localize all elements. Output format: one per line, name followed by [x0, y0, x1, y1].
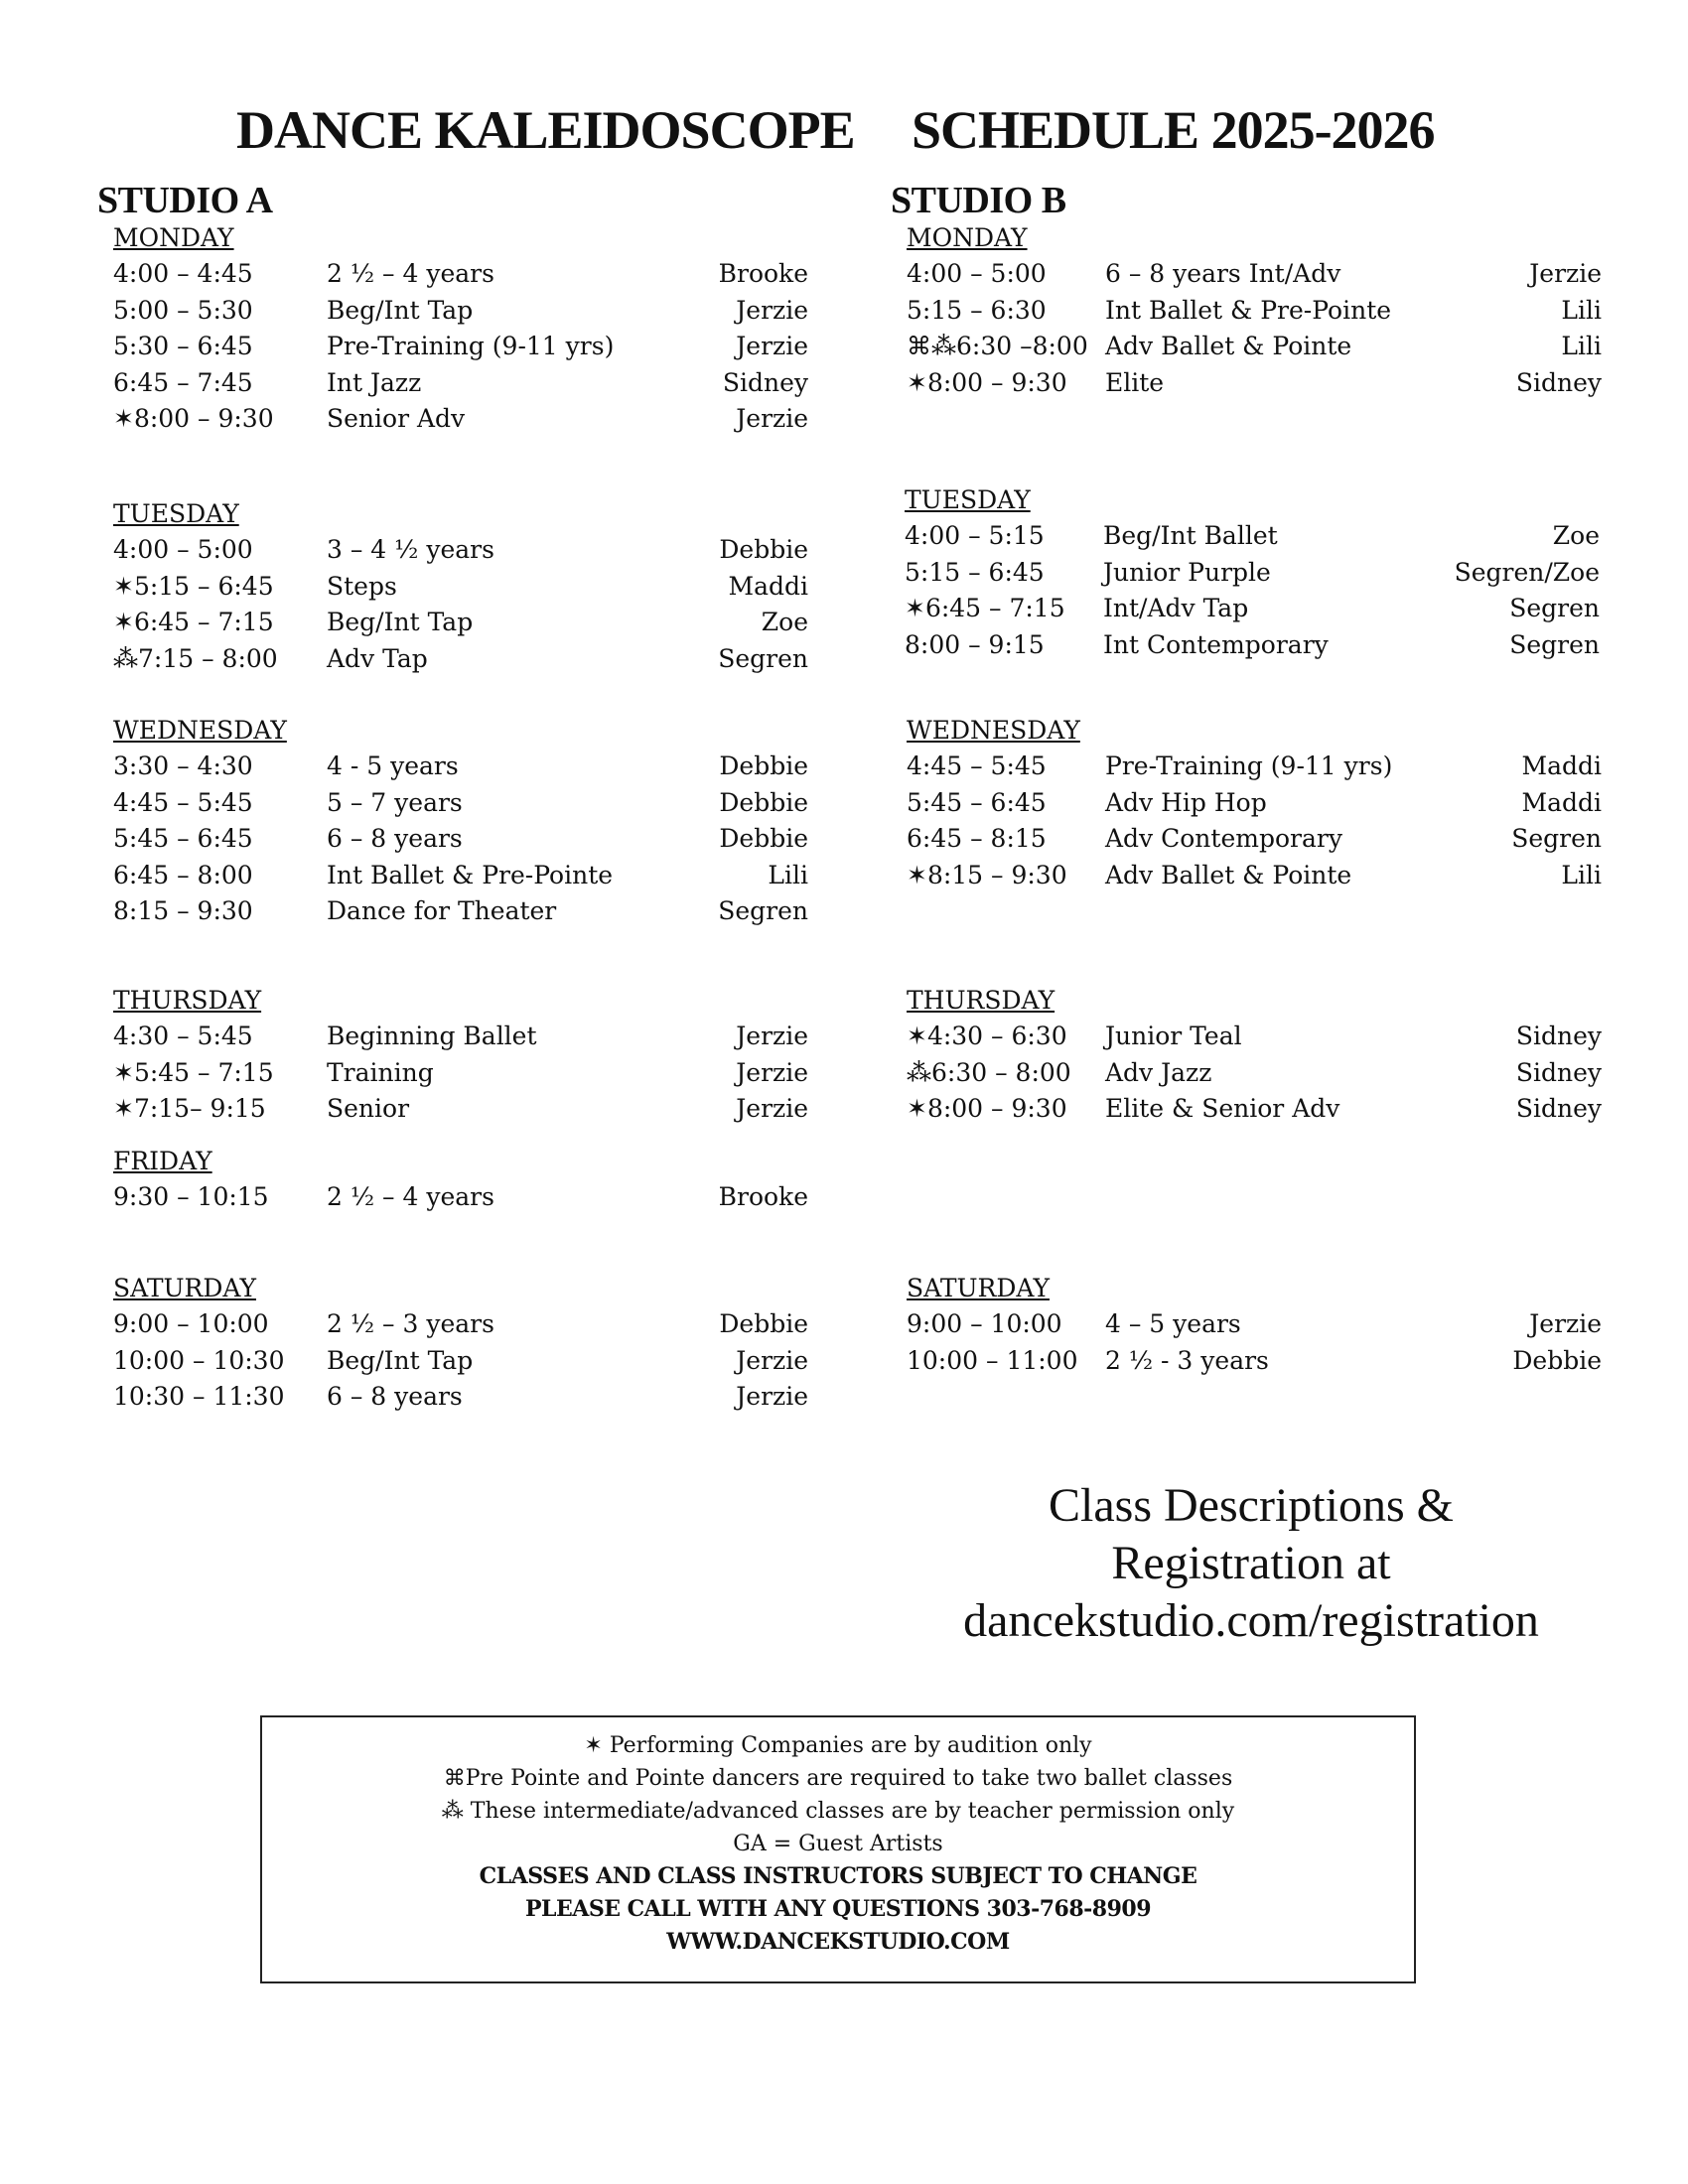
- class-instructor: Debbie: [719, 535, 808, 564]
- class-instructor: Debbie: [719, 824, 808, 853]
- class-time: 5:15 – 6:30: [907, 295, 1047, 325]
- class-row: [905, 627, 1600, 663]
- class-row: [113, 1091, 808, 1127]
- class-time: 9:30 – 10:15: [113, 1182, 269, 1211]
- class-time: ✶6:45 – 7:15: [113, 608, 274, 636]
- class-time: ⌘⁂6:30 –8:00: [907, 332, 1088, 360]
- class-instructor: Jerzie: [736, 1345, 808, 1375]
- class-instructor: Zoe: [761, 608, 808, 636]
- class-name: Int Contemporary: [1103, 629, 1329, 659]
- class-instructor: Segren: [1511, 824, 1602, 853]
- class-name: Adv Ballet & Pointe: [1105, 860, 1352, 889]
- note-permission: ⁂ These intermediate/advanced classes are by teacher permission only: [441, 1799, 1235, 1824]
- class-name: Elite: [1105, 367, 1165, 397]
- class-name: Dance for Theater: [327, 896, 557, 925]
- class-name: Beginning Ballet: [327, 1022, 537, 1050]
- class-row: [113, 1379, 808, 1415]
- note-phone: PLEASE CALL WITH ANY QUESTIONS 303-768-8909: [524, 1896, 1152, 1922]
- class-time: 4:45 – 5:45: [113, 787, 253, 817]
- class-instructor: Lili: [1561, 295, 1602, 325]
- class-row: [905, 591, 1600, 626]
- class-instructor: Jerzie: [736, 1382, 808, 1411]
- class-row: [907, 365, 1602, 401]
- class-instructor: Jerzie: [736, 1022, 808, 1050]
- class-name: 5 – 7 years: [327, 787, 463, 817]
- class-time: ✶5:15 – 6:45: [113, 571, 274, 601]
- class-time: ✶8:00 – 9:30: [907, 1094, 1067, 1123]
- class-name: Junior Teal: [1105, 1022, 1242, 1050]
- class-time: ⁂7:15 – 8:00: [113, 643, 278, 673]
- class-instructor: Maddi: [1521, 787, 1602, 817]
- class-row: [113, 256, 808, 292]
- class-row: [113, 1343, 808, 1379]
- class-name: 2 ½ – 4 years: [327, 259, 494, 288]
- class-name: Beg/Int Tap: [327, 608, 474, 636]
- class-instructor: Segren: [718, 643, 808, 673]
- class-name: Adv Hip Hop: [1105, 787, 1267, 817]
- class-instructor: Sidney: [1515, 1094, 1602, 1123]
- class-row: [907, 293, 1602, 329]
- class-instructor: Zoe: [1552, 521, 1600, 550]
- class-name: 4 – 5 years: [1105, 1309, 1241, 1338]
- class-row: [113, 365, 808, 401]
- class-name: Pre-Training (9-11 yrs): [1105, 751, 1393, 780]
- class-time: 5:45 – 6:45: [907, 787, 1047, 817]
- class-time: 4:00 – 5:00: [113, 535, 253, 564]
- notes-box: [260, 1715, 1416, 1983]
- class-instructor: Sidney: [722, 367, 808, 397]
- class-name: Int Ballet & Pre-Pointe: [327, 860, 614, 889]
- title-schedule-year: SCHEDULE 2025-2026: [912, 100, 1435, 160]
- class-name: 6 – 8 years: [327, 824, 463, 853]
- class-row: [113, 785, 808, 821]
- class-instructor: Debbie: [719, 1309, 808, 1338]
- class-row: [907, 1091, 1602, 1127]
- class-time: ✶8:00 – 9:30: [113, 404, 274, 433]
- class-time: 4:30 – 5:45: [113, 1022, 253, 1050]
- class-time: 6:45 – 8:15: [907, 824, 1047, 853]
- class-row: [113, 1179, 808, 1215]
- class-time: ✶8:15 – 9:30: [907, 860, 1067, 889]
- registration-link[interactable]: dancekstudio.com/registration: [963, 1594, 1539, 1647]
- class-time: 4:00 – 4:45: [113, 259, 253, 288]
- class-instructor: Jerzie: [736, 404, 808, 433]
- class-name: Beg/Int Tap: [327, 295, 474, 325]
- registration-note: [914, 1477, 1589, 1650]
- class-row: [905, 518, 1600, 554]
- class-instructor: Sidney: [1515, 1057, 1602, 1087]
- class-row: [907, 858, 1602, 893]
- day-heading-saturday: SATURDAY: [907, 1274, 1050, 1302]
- day-heading-wednesday: WEDNESDAY: [113, 716, 287, 745]
- class-row: [113, 749, 808, 784]
- class-name: 4 - 5 years: [327, 751, 459, 780]
- class-time: 10:30 – 11:30: [113, 1382, 285, 1411]
- class-row: [907, 749, 1602, 784]
- class-row: [113, 329, 808, 364]
- class-row: [907, 256, 1602, 292]
- class-name: Int Ballet & Pre-Pointe: [1105, 295, 1392, 325]
- class-name: 6 – 8 years: [327, 1382, 463, 1411]
- note-guest-artists: GA = Guest Artists: [733, 1832, 943, 1856]
- note-subject-to-change: CLASSES AND CLASS INSTRUCTORS SUBJECT TO CHANGE: [479, 1863, 1197, 1889]
- class-name: Senior Adv: [327, 404, 466, 433]
- class-name: Adv Ballet & Pointe: [1105, 332, 1352, 360]
- class-row: [905, 555, 1600, 591]
- class-time: ✶8:00 – 9:30: [907, 367, 1067, 397]
- day-heading-saturday: SATURDAY: [113, 1274, 256, 1302]
- class-name: Beg/Int Tap: [327, 1345, 474, 1375]
- registration-line-1: Class Descriptions &: [1049, 1479, 1454, 1532]
- class-row: [113, 893, 808, 929]
- class-time: 9:00 – 10:00: [907, 1309, 1062, 1338]
- class-name: Elite & Senior Adv: [1105, 1094, 1340, 1123]
- class-row: [907, 329, 1602, 364]
- class-name: Beg/Int Ballet: [1103, 521, 1278, 550]
- class-row: [113, 293, 808, 329]
- class-time: 8:15 – 9:30: [113, 896, 253, 925]
- note-pointe: ⌘Pre Pointe and Pointe dancers are required to take two ballet classes: [443, 1766, 1233, 1791]
- studio-a-title: STUDIO A: [97, 180, 273, 221]
- class-instructor: Maddi: [728, 571, 808, 601]
- class-name: Int/Adv Tap: [1103, 594, 1249, 622]
- class-instructor: Jerzie: [736, 1094, 808, 1123]
- class-name: 2 ½ – 4 years: [327, 1182, 494, 1211]
- class-name: Adv Jazz: [1105, 1057, 1212, 1087]
- class-time: 5:00 – 5:30: [113, 295, 253, 325]
- class-name: Steps: [327, 571, 397, 601]
- class-instructor: Segren: [1509, 629, 1600, 659]
- class-name: Junior Purple: [1103, 557, 1271, 587]
- class-time: 4:00 – 5:00: [907, 259, 1047, 288]
- day-heading-friday: FRIDAY: [113, 1147, 212, 1175]
- day-heading-tuesday: TUESDAY: [905, 485, 1031, 514]
- class-name: 2 ½ – 3 years: [327, 1309, 494, 1338]
- class-instructor: Jerzie: [1529, 1309, 1602, 1338]
- class-instructor: Brooke: [718, 1182, 808, 1211]
- class-instructor: Debbie: [1512, 1345, 1602, 1375]
- class-time: ✶7:15– 9:15: [113, 1094, 266, 1123]
- day-heading-tuesday: TUESDAY: [113, 499, 239, 528]
- class-instructor: Segren: [718, 896, 808, 925]
- class-time: 10:00 – 11:00: [907, 1345, 1078, 1375]
- day-heading-thursday: THURSDAY: [907, 986, 1055, 1015]
- class-name: Adv Tap: [327, 643, 428, 673]
- class-time: ✶4:30 – 6:30: [907, 1022, 1067, 1050]
- website-link[interactable]: WWW.DANCEKSTUDIO.COM: [666, 1929, 1010, 1955]
- class-row: [113, 1306, 808, 1342]
- class-instructor: Lili: [1561, 860, 1602, 889]
- class-time: 9:00 – 10:00: [113, 1309, 269, 1338]
- class-instructor: Lili: [1561, 332, 1602, 360]
- class-row: [113, 641, 808, 677]
- class-instructor: Sidney: [1515, 367, 1602, 397]
- class-instructor: Segren: [1509, 594, 1600, 622]
- class-name: 3 – 4 ½ years: [327, 535, 494, 564]
- day-heading-thursday: THURSDAY: [113, 986, 262, 1015]
- class-row: [113, 1019, 808, 1054]
- class-row: [113, 401, 808, 437]
- class-row: [907, 1055, 1602, 1091]
- class-name: Int Jazz: [327, 367, 422, 397]
- class-time: 5:45 – 6:45: [113, 824, 253, 853]
- title-studio-name: DANCE KALEIDOSCOPE: [236, 100, 855, 160]
- class-row: [113, 821, 808, 857]
- class-row: [113, 605, 808, 640]
- class-row: [113, 1055, 808, 1091]
- class-name: Senior: [327, 1094, 410, 1123]
- class-time: 6:45 – 8:00: [113, 860, 253, 889]
- class-row: [907, 785, 1602, 821]
- class-name: Training: [327, 1057, 434, 1087]
- class-time: 3:30 – 4:30: [113, 751, 253, 780]
- class-instructor: Maddi: [1521, 751, 1602, 780]
- class-instructor: Jerzie: [1529, 259, 1602, 288]
- class-time: 5:30 – 6:45: [113, 332, 253, 360]
- class-instructor: Segren/Zoe: [1454, 557, 1600, 587]
- class-time: 6:45 – 7:45: [113, 367, 253, 397]
- class-time: 10:00 – 10:30: [113, 1345, 285, 1375]
- class-instructor: Debbie: [719, 751, 808, 780]
- note-performing: ✶ Performing Companies are by audition only: [584, 1733, 1092, 1758]
- class-name: 6 – 8 years Int/Adv: [1105, 259, 1341, 288]
- class-name: Adv Contemporary: [1105, 824, 1342, 853]
- class-time: 5:15 – 6:45: [905, 557, 1045, 587]
- day-heading-wednesday: WEDNESDAY: [907, 716, 1080, 745]
- day-heading-monday: MONDAY: [907, 223, 1028, 252]
- page-title: [0, 99, 1688, 179]
- class-time: 8:00 – 9:15: [905, 629, 1045, 659]
- class-row: [113, 569, 808, 605]
- class-name: 2 ½ - 3 years: [1105, 1345, 1269, 1375]
- class-row: [113, 532, 808, 568]
- class-instructor: Sidney: [1515, 1022, 1602, 1050]
- class-instructor: Lili: [768, 860, 808, 889]
- day-heading-monday: MONDAY: [113, 223, 234, 252]
- class-time: 4:45 – 5:45: [907, 751, 1047, 780]
- studio-b-title: STUDIO B: [891, 180, 1066, 221]
- class-time: ⁂6:30 – 8:00: [907, 1057, 1071, 1087]
- registration-line-2: Registration at: [1111, 1537, 1391, 1589]
- class-time: ✶6:45 – 7:15: [905, 594, 1065, 622]
- class-row: [907, 1019, 1602, 1054]
- class-instructor: Brooke: [718, 259, 808, 288]
- class-name: Pre-Training (9-11 yrs): [327, 332, 615, 360]
- class-row: [907, 1343, 1602, 1379]
- class-row: [907, 821, 1602, 857]
- class-instructor: Jerzie: [736, 1057, 808, 1087]
- class-instructor: Jerzie: [736, 295, 808, 325]
- class-row: [113, 858, 808, 893]
- class-time: 4:00 – 5:15: [905, 521, 1045, 550]
- class-time: ✶5:45 – 7:15: [113, 1057, 274, 1087]
- class-instructor: Debbie: [719, 787, 808, 817]
- class-instructor: Jerzie: [736, 332, 808, 360]
- class-row: [907, 1306, 1602, 1342]
